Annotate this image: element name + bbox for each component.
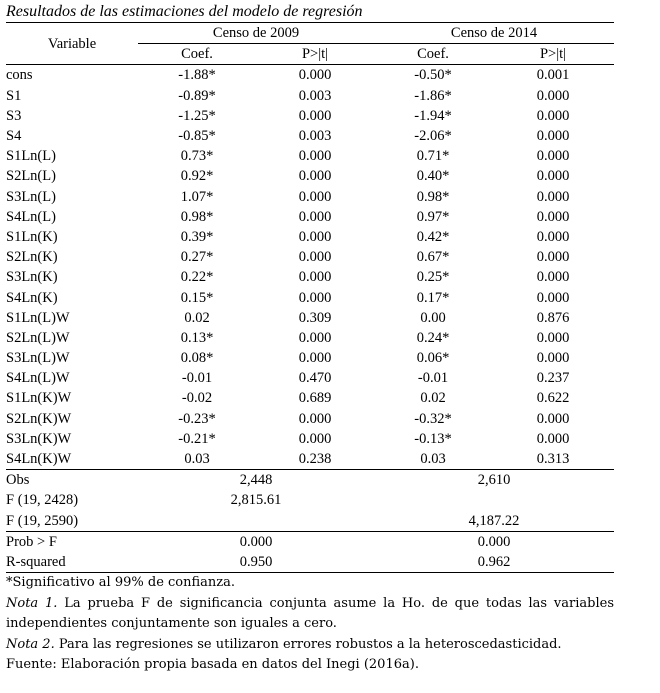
probf-2009: 0.000 bbox=[138, 531, 374, 552]
pval-2014: 0.313 bbox=[536, 451, 570, 468]
f2009-label: F (19, 2428) bbox=[6, 492, 79, 509]
coef-2009: 1.07* bbox=[180, 188, 214, 205]
pval-2009: 0.000 bbox=[298, 168, 332, 185]
coef-2014: -1.86* bbox=[414, 87, 452, 104]
coef-2009: 0.27* bbox=[180, 249, 214, 266]
nota-2 bbox=[6, 635, 614, 656]
pval-2014: 0.000 bbox=[536, 208, 570, 225]
coef-2014: 0.02 bbox=[420, 390, 446, 407]
f2014-value: 4,187.22 bbox=[468, 512, 520, 529]
table-row bbox=[6, 429, 614, 449]
pval-2009: 0.003 bbox=[298, 87, 332, 104]
table-row bbox=[6, 267, 614, 287]
r2-2009: 0.950 bbox=[138, 552, 374, 573]
variable-name: S3Ln(K)W bbox=[6, 430, 72, 447]
pval-2014: 0.000 bbox=[536, 148, 570, 165]
variable-name: S3Ln(L)W bbox=[6, 350, 70, 367]
variable-name: cons bbox=[6, 67, 33, 84]
coef-2009-header: Coef. bbox=[138, 44, 256, 65]
variable-name: S3Ln(L) bbox=[6, 188, 56, 205]
variable-name: S3Ln(K) bbox=[6, 269, 58, 286]
variable-name: S1Ln(K) bbox=[6, 228, 58, 245]
coef-2009: 0.15* bbox=[180, 289, 214, 306]
table-row bbox=[6, 247, 614, 267]
coef-2014: 0.25* bbox=[416, 269, 450, 286]
table-notes bbox=[6, 573, 614, 676]
table-row bbox=[6, 126, 614, 146]
pval-2009: 0.000 bbox=[298, 430, 332, 447]
table-row bbox=[6, 449, 614, 470]
variable-name: S1Ln(K)W bbox=[6, 390, 72, 407]
pval-2009: 0.003 bbox=[298, 128, 332, 145]
variable-name: S4Ln(L) bbox=[6, 208, 56, 225]
coef-2014: -0.01 bbox=[417, 370, 449, 387]
pval-2009: 0.000 bbox=[298, 148, 332, 165]
coef-2009: -1.88* bbox=[178, 67, 216, 84]
coef-2009: 0.22* bbox=[180, 269, 214, 286]
table-row bbox=[6, 409, 614, 429]
coef-2009: -0.23* bbox=[178, 410, 216, 427]
coef-2009: 0.02 bbox=[184, 309, 210, 326]
table-row bbox=[6, 227, 614, 247]
pval-2014: 0.000 bbox=[536, 289, 570, 306]
pval-2009: 0.000 bbox=[298, 208, 332, 225]
coef-2009: -0.01 bbox=[181, 370, 213, 387]
coef-2009: 0.08* bbox=[180, 350, 214, 367]
r2-2014: 0.962 bbox=[374, 552, 614, 573]
obs-label: Obs bbox=[6, 470, 138, 491]
pval-2014: 0.001 bbox=[536, 67, 570, 84]
table-row bbox=[6, 308, 614, 328]
variable-name: S4Ln(K)W bbox=[6, 451, 72, 468]
pval-2014: 0.622 bbox=[536, 390, 570, 407]
pval-2009: 0.000 bbox=[298, 269, 332, 286]
pval-2014: 0.237 bbox=[536, 370, 570, 387]
pval-2014: 0.000 bbox=[536, 128, 570, 145]
variable-name: S1 bbox=[6, 87, 22, 104]
pval-2014: 0.000 bbox=[536, 107, 570, 124]
coef-2009: 0.73* bbox=[180, 148, 214, 165]
pval-2014: 0.000 bbox=[536, 249, 570, 266]
coef-2009: -0.85* bbox=[178, 128, 216, 145]
table-row bbox=[6, 146, 614, 166]
coef-2009: -1.25* bbox=[178, 107, 216, 124]
table-row bbox=[6, 368, 614, 388]
table-row bbox=[6, 328, 614, 348]
table-row bbox=[6, 388, 614, 408]
coef-2009: 0.03 bbox=[184, 451, 210, 468]
pval-2009: 0.000 bbox=[298, 107, 332, 124]
pval-2014: 0.000 bbox=[536, 228, 570, 245]
pval-2009: 0.470 bbox=[298, 370, 332, 387]
nota-1 bbox=[6, 594, 614, 635]
probf-2014: 0.000 bbox=[374, 531, 614, 552]
variable-name: S2Ln(K)W bbox=[6, 410, 72, 427]
census-2014-header: Censo de 2014 bbox=[374, 23, 614, 44]
pval-2009: 0.309 bbox=[298, 309, 332, 326]
coef-2014: 0.24* bbox=[416, 329, 450, 346]
table-row bbox=[6, 348, 614, 368]
pval-2009: 0.000 bbox=[298, 289, 332, 306]
variable-name: S2Ln(K) bbox=[6, 249, 58, 266]
pval-2009: 0.000 bbox=[298, 410, 332, 427]
source-note: Fuente: Elaboración propia basada en datos del Inegi (2016a). bbox=[6, 657, 419, 673]
coef-2009: -0.21* bbox=[178, 430, 216, 447]
pval-2009: 0.000 bbox=[298, 188, 332, 205]
nota-2-text: Para las regresiones se utilizaron errores robustos a la heteroscedasticidad. bbox=[58, 636, 562, 652]
coef-2009: 0.98* bbox=[180, 208, 214, 225]
variable-name: S2Ln(L) bbox=[6, 168, 56, 185]
table-row bbox=[6, 287, 614, 307]
pval-2009: 0.000 bbox=[298, 249, 332, 266]
regression-results-document bbox=[6, 2, 614, 676]
coef-2014: 0.00 bbox=[420, 309, 446, 326]
census-2009-header: Censo de 2009 bbox=[138, 23, 374, 44]
pval-2009: 0.000 bbox=[298, 350, 332, 367]
coef-2014-header: Coef. bbox=[374, 44, 492, 65]
pval-2009: 0.000 bbox=[298, 329, 332, 346]
coef-2009: -0.02 bbox=[181, 390, 213, 407]
coef-2014: -1.94* bbox=[414, 107, 452, 124]
variable-header: Variable bbox=[6, 23, 138, 65]
coef-2014: 0.40* bbox=[416, 168, 450, 185]
coef-2009: -0.89* bbox=[178, 87, 216, 104]
probf-label: Prob > F bbox=[6, 531, 138, 552]
variable-name: S4 bbox=[6, 128, 22, 145]
variable-name: S4Ln(L)W bbox=[6, 370, 70, 387]
table-row bbox=[6, 187, 614, 207]
r2-label: R-squared bbox=[6, 552, 138, 573]
pval-2009: 0.238 bbox=[298, 451, 332, 468]
variable-name: S1Ln(L) bbox=[6, 148, 56, 165]
significance-note: *Significativo al 99% de confianza. bbox=[6, 575, 236, 591]
variable-name: S1Ln(L)W bbox=[6, 309, 70, 326]
table-row bbox=[6, 166, 614, 186]
coef-2014: 0.97* bbox=[416, 208, 450, 225]
pval-2014: 0.876 bbox=[536, 309, 570, 326]
nota-1-label: Nota 1. bbox=[6, 595, 58, 611]
pval-2009: 0.689 bbox=[298, 390, 332, 407]
regression-table bbox=[6, 22, 614, 573]
coef-2014: 0.17* bbox=[416, 289, 450, 306]
coef-2014: 0.71* bbox=[416, 148, 450, 165]
coef-2014: -2.06* bbox=[414, 128, 452, 145]
pval-2009: 0.000 bbox=[298, 228, 332, 245]
pval-2009: 0.000 bbox=[298, 67, 332, 84]
pval-2014: 0.000 bbox=[536, 329, 570, 346]
f2009-value: 2,815.61 bbox=[230, 492, 282, 509]
table-row bbox=[6, 86, 614, 106]
pval-2014: 0.000 bbox=[536, 269, 570, 286]
coef-2014: 0.42* bbox=[416, 228, 450, 245]
coef-2014: 0.98* bbox=[416, 188, 450, 205]
coef-2009: 0.39* bbox=[180, 228, 214, 245]
coef-2014: -0.13* bbox=[414, 430, 452, 447]
coef-2014: 0.67* bbox=[416, 249, 450, 266]
pval-2014: 0.000 bbox=[536, 168, 570, 185]
table-title: Resultados de las estimaciones del modelo de regresión bbox=[6, 3, 363, 20]
table-row bbox=[6, 65, 614, 86]
pval-2014: 0.000 bbox=[536, 430, 570, 447]
coef-2009: 0.13* bbox=[180, 329, 214, 346]
table-row bbox=[6, 106, 614, 126]
variable-name: S3 bbox=[6, 107, 22, 124]
coef-2009: 0.92* bbox=[180, 168, 214, 185]
coef-2014: -0.50* bbox=[414, 67, 452, 84]
nota-1-text: La prueba F de significancia conjunta asume la Ho. de que todas las variables independientes conjuntamente son iguales a cero. bbox=[6, 595, 614, 632]
pval-2014: 0.000 bbox=[536, 410, 570, 427]
nota-2-label: Nota 2. bbox=[6, 636, 55, 652]
pval-2014: 0.000 bbox=[536, 188, 570, 205]
pval-2014-header: P>|t| bbox=[492, 44, 614, 65]
variable-name: S2Ln(L)W bbox=[6, 329, 70, 346]
pval-2009-header: P>|t| bbox=[256, 44, 374, 65]
obs-2009: 2,448 bbox=[138, 470, 374, 491]
pval-2014: 0.000 bbox=[536, 350, 570, 367]
obs-2014: 2,610 bbox=[374, 470, 614, 491]
coef-2014: -0.32* bbox=[414, 410, 452, 427]
variable-name: S4Ln(K) bbox=[6, 289, 58, 306]
table-row bbox=[6, 207, 614, 227]
pval-2014: 0.000 bbox=[536, 87, 570, 104]
coef-2014: 0.03 bbox=[420, 451, 446, 468]
coef-2014: 0.06* bbox=[416, 350, 450, 367]
f2014-label: F (19, 2590) bbox=[6, 512, 79, 529]
